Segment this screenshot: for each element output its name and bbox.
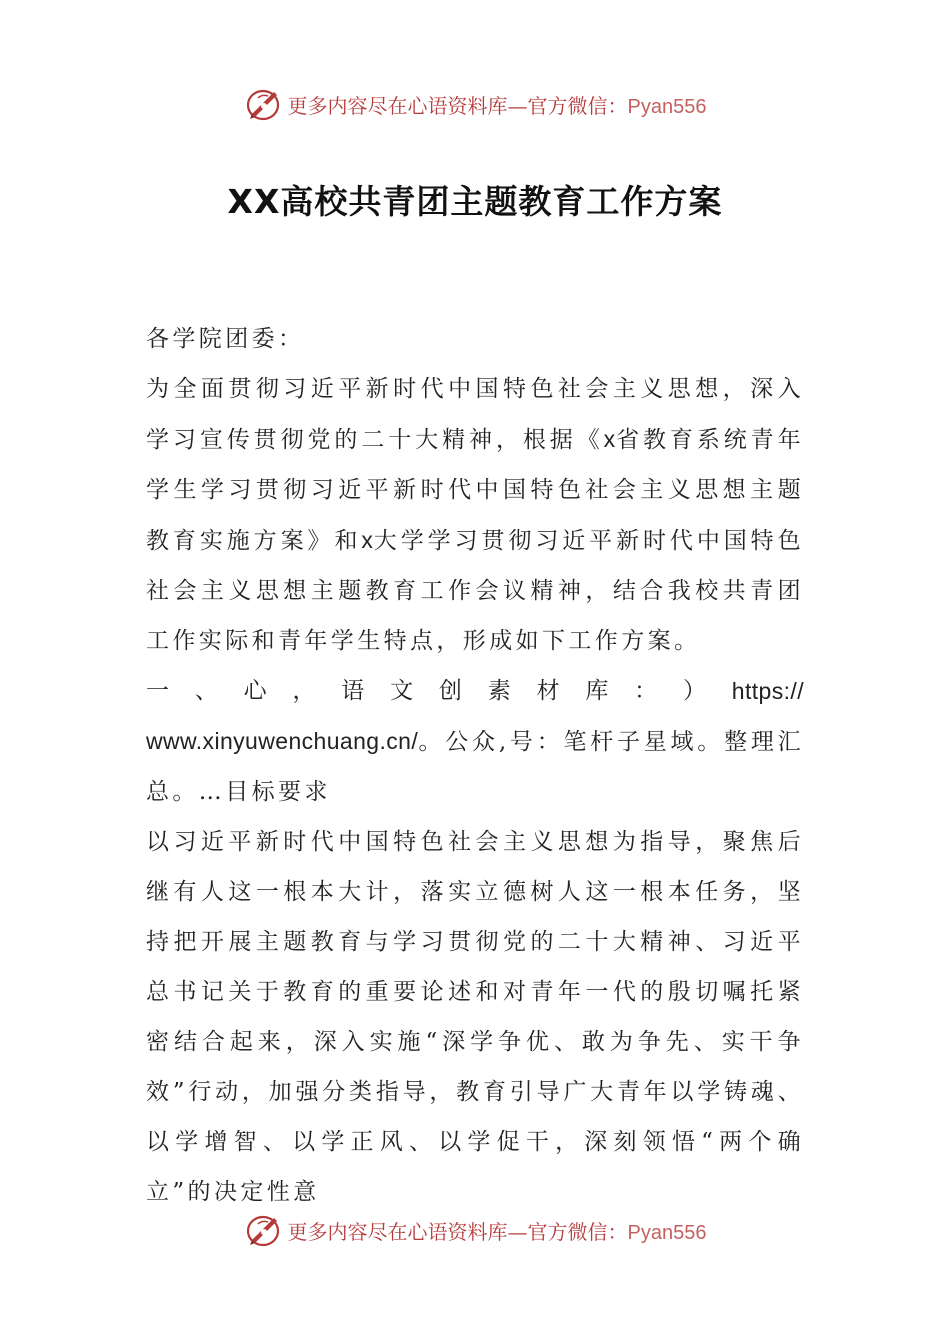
section-heading-line: 一 、 心 ， 语 文 创 素 材 库 ： ） https:// <box>146 666 804 716</box>
footer-banner <box>0 1210 950 1250</box>
wechat-id: Pyan556 <box>627 95 707 118</box>
pen-logo-icon <box>244 1210 284 1250</box>
section-heading-rest: www.xinyuwenchuang.cn/。公众,号：笔杆子星域。整理汇总。…目标要求 <box>146 728 804 805</box>
paragraph-goals: 以习近平新时代中国特色社会主义思想为指导，聚焦后继有人这一根本大计，落实立德树人这一根本任务，坚持把开展主题教育与学习贯彻党的二十大精神、习近平总书记关于教育的重要论述和对青年一代的殷切嘱托紧密结合起来，深入实施“深学争优、敢为争先、实干争效”行动，加强分类指导，教育引导广大青年以学铸魂、以学增智、以学正风、以学促干，深刻领悟“两个确立”的决定性意 <box>146 829 804 1205</box>
header-banner <box>0 84 950 124</box>
document-title: XX高校共青团主题教育工作方案 <box>227 182 723 221</box>
url-link[interactable]: www.xinyuwenchuang.cn/ <box>146 728 419 754</box>
pen-logo-icon <box>244 84 284 124</box>
paragraph-intro: 为全面贯彻习近平新时代中国特色社会主义思想，深入学习宣传贯彻党的二十大精神，根据《x省教育系统青年学生学习贯彻习近平新时代中国特色社会主义思想主题教育实施方案》和x大学学习贯彻习近平新时代中国特色社会主义思想主题教育工作会议精神，结合我校共青团工作实际和青年学生特点，形成如下工作方案。 <box>146 376 805 654</box>
url-link-start[interactable]: https:// <box>731 678 804 704</box>
document-body <box>146 314 804 1217</box>
banner-text: 更多内容尽在心语资料库—官方微信：Pyan556 <box>287 93 707 118</box>
wechat-id: Pyan556 <box>627 1221 707 1244</box>
salutation: 各学院团委： <box>146 326 305 352</box>
banner-text: 更多内容尽在心语资料库—官方微信：Pyan556 <box>287 1219 707 1244</box>
